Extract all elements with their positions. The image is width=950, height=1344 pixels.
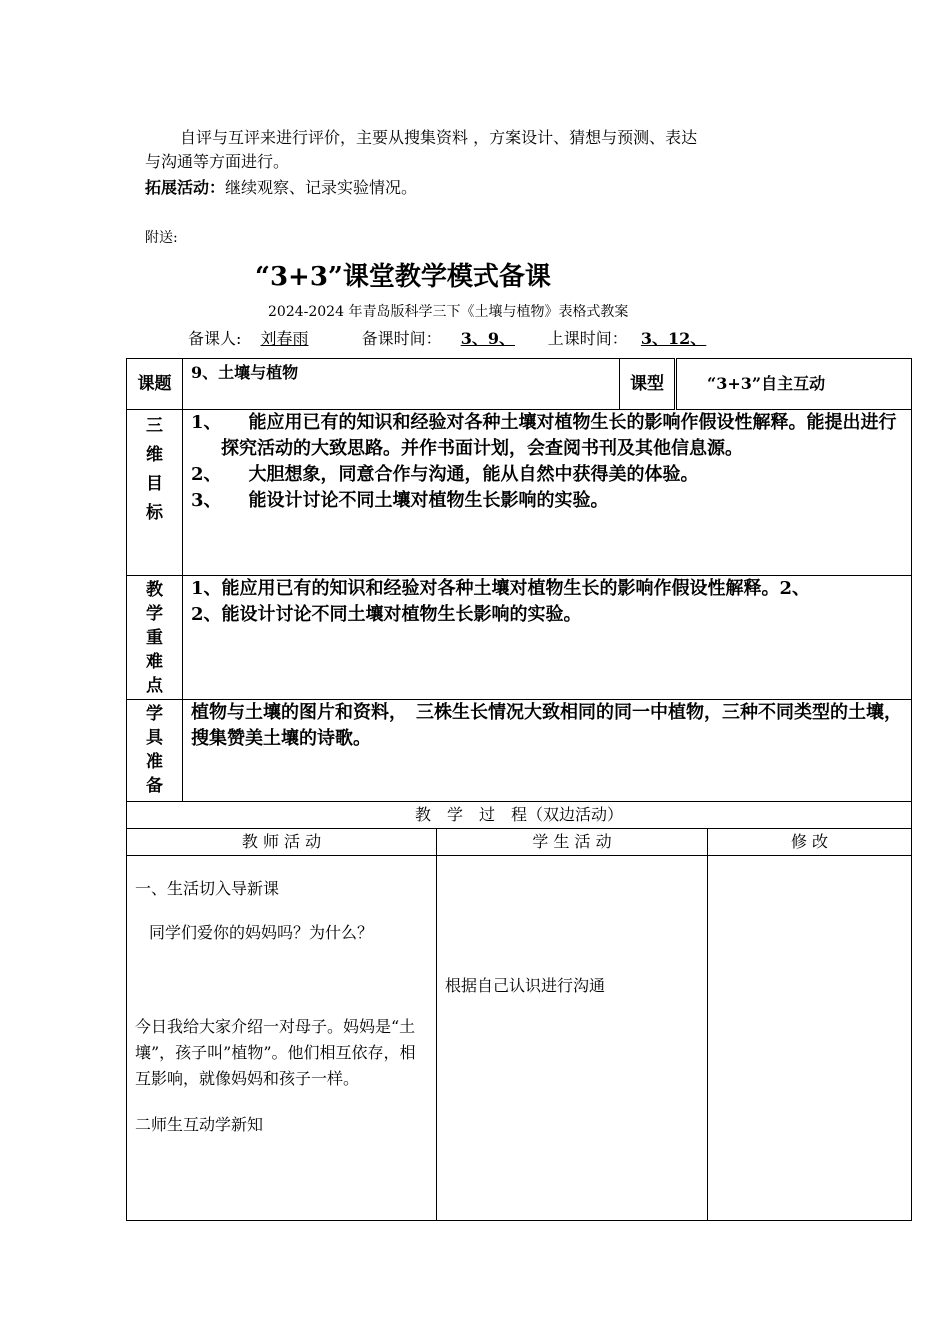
teacher-section-2: 二师生互动学新知 (135, 1115, 264, 1134)
extension-activity (145, 176, 417, 200)
student-answer-1: 根据自己认识进行沟通 (445, 976, 606, 995)
prep-info-line (188, 326, 747, 349)
topic-value: 9、土壤与植物 (191, 363, 299, 382)
prep-label-1: 学 (146, 704, 163, 724)
materials-cell (183, 700, 912, 802)
student-header-cell (437, 829, 708, 856)
key-points-label-cell (127, 576, 183, 700)
topic-label-cell (127, 359, 183, 410)
goals-row (127, 410, 912, 576)
teacher-section-1: 一、生活切入导新课 (135, 879, 280, 898)
teacher-question-1: 同学们爱你的妈妈吗？为什么？ (149, 923, 374, 942)
revise-header: 修 改 (790, 832, 829, 851)
key-label-3: 重 (146, 628, 163, 648)
topic-row (127, 359, 912, 410)
preparer-label: 备课人: (188, 329, 242, 348)
appendix-label: 附送: (145, 230, 178, 246)
key-point-1: 1、能应用已有的知识和经验对各种土壤对植物生长的影响作假设性解释。2、 (191, 578, 811, 599)
intro-line-2: 与沟通等方面进行。 (145, 152, 290, 171)
goals-label-3: 目 (146, 474, 163, 494)
goals-label-2: 维 (146, 445, 163, 465)
key-label-5: 点 (146, 676, 163, 696)
goal-2: 2、 大胆想象，同意合作与沟通，能从自然中获得美的体验。 (191, 464, 699, 485)
key-point-2: 2、能设计讨论不同土壤对植物生长影响的实验。 (191, 604, 582, 625)
lesson-plan-table (126, 358, 912, 1221)
goal-3: 3、 能设计讨论不同土壤对植物生长影响的实验。 (191, 490, 609, 511)
class-time-value: 3、12、 (640, 329, 707, 348)
page-subtitle: 2024-2024 年青岛版科学三下《土壤与植物》表格式教案 (268, 304, 629, 320)
process-body-row (127, 856, 912, 1221)
prep-label-2: 具 (146, 728, 163, 748)
process-title-row (127, 802, 912, 829)
teacher-header: 教 师 活 动 (241, 832, 322, 851)
preparer-name: 刘春雨 (260, 329, 309, 348)
intro-line-1: 自评与互评来进行评价，主要从搜集资料 ，方案设计、猜想与预测、表达 (180, 128, 698, 147)
key-label-4: 难 (146, 652, 163, 672)
teacher-activity-cell (127, 856, 437, 1221)
process-title: 教 学 过 程（双边活动） (415, 805, 624, 824)
prep-time-value: 3、9、 (460, 329, 515, 348)
key-points-row (127, 576, 912, 700)
student-header: 学 生 活 动 (532, 832, 612, 851)
revise-header-cell (708, 829, 912, 856)
materials-label-cell (127, 700, 183, 802)
key-label-2: 学 (146, 604, 163, 624)
teacher-intro: 今日我给大家介绍一对母子。妈妈是“土壤”，孩子叫”植物”。他们相互依存，相互影响，就像妈妈和孩子一样。 (135, 1017, 416, 1088)
prep-label-3: 准 (146, 752, 163, 772)
column-header-row (127, 829, 912, 856)
materials-text: 植物与土壤的图片和资料， 三株生长情况大致相同的同一中植物，三种不同类型的土壤，搜集赞美土壤的诗歌。 (191, 702, 902, 749)
revise-cell (708, 856, 912, 1221)
topic-label: 课题 (137, 374, 172, 394)
goals-label-4: 标 (146, 503, 163, 523)
process-title-cell (127, 802, 912, 829)
type-value: “3+3”自主互动 (707, 374, 826, 393)
goal-1: 1、 能应用已有的知识和经验对各种土壤对植物生长的影响作假设性解释。能提出进行探究活动的大致思路。并作书面计划，会查阅书刊及其他信息源。 (191, 412, 897, 459)
goals-cell (183, 410, 912, 576)
goals-label-cell (127, 410, 183, 576)
student-activity-cell (437, 856, 708, 1221)
key-points-cell (183, 576, 912, 700)
extension-text: 继续观察、记录实验情况。 (225, 178, 418, 197)
materials-row (127, 700, 912, 802)
extension-label: 拓展活动： (145, 178, 226, 197)
goals-label-1: 三 (146, 416, 163, 436)
type-cell (676, 359, 912, 410)
prep-time-label: 备课时间： (361, 329, 442, 348)
key-label-1: 教 (146, 580, 163, 600)
page-title: “3+3”课堂教学模式备课 (255, 262, 551, 292)
topic-cell (183, 359, 620, 410)
teacher-header-cell (127, 829, 437, 856)
type-label-cell (620, 359, 676, 410)
type-label: 课型 (630, 374, 665, 394)
prep-label-4: 备 (146, 776, 163, 796)
class-time-label: 上课时间： (547, 329, 628, 348)
